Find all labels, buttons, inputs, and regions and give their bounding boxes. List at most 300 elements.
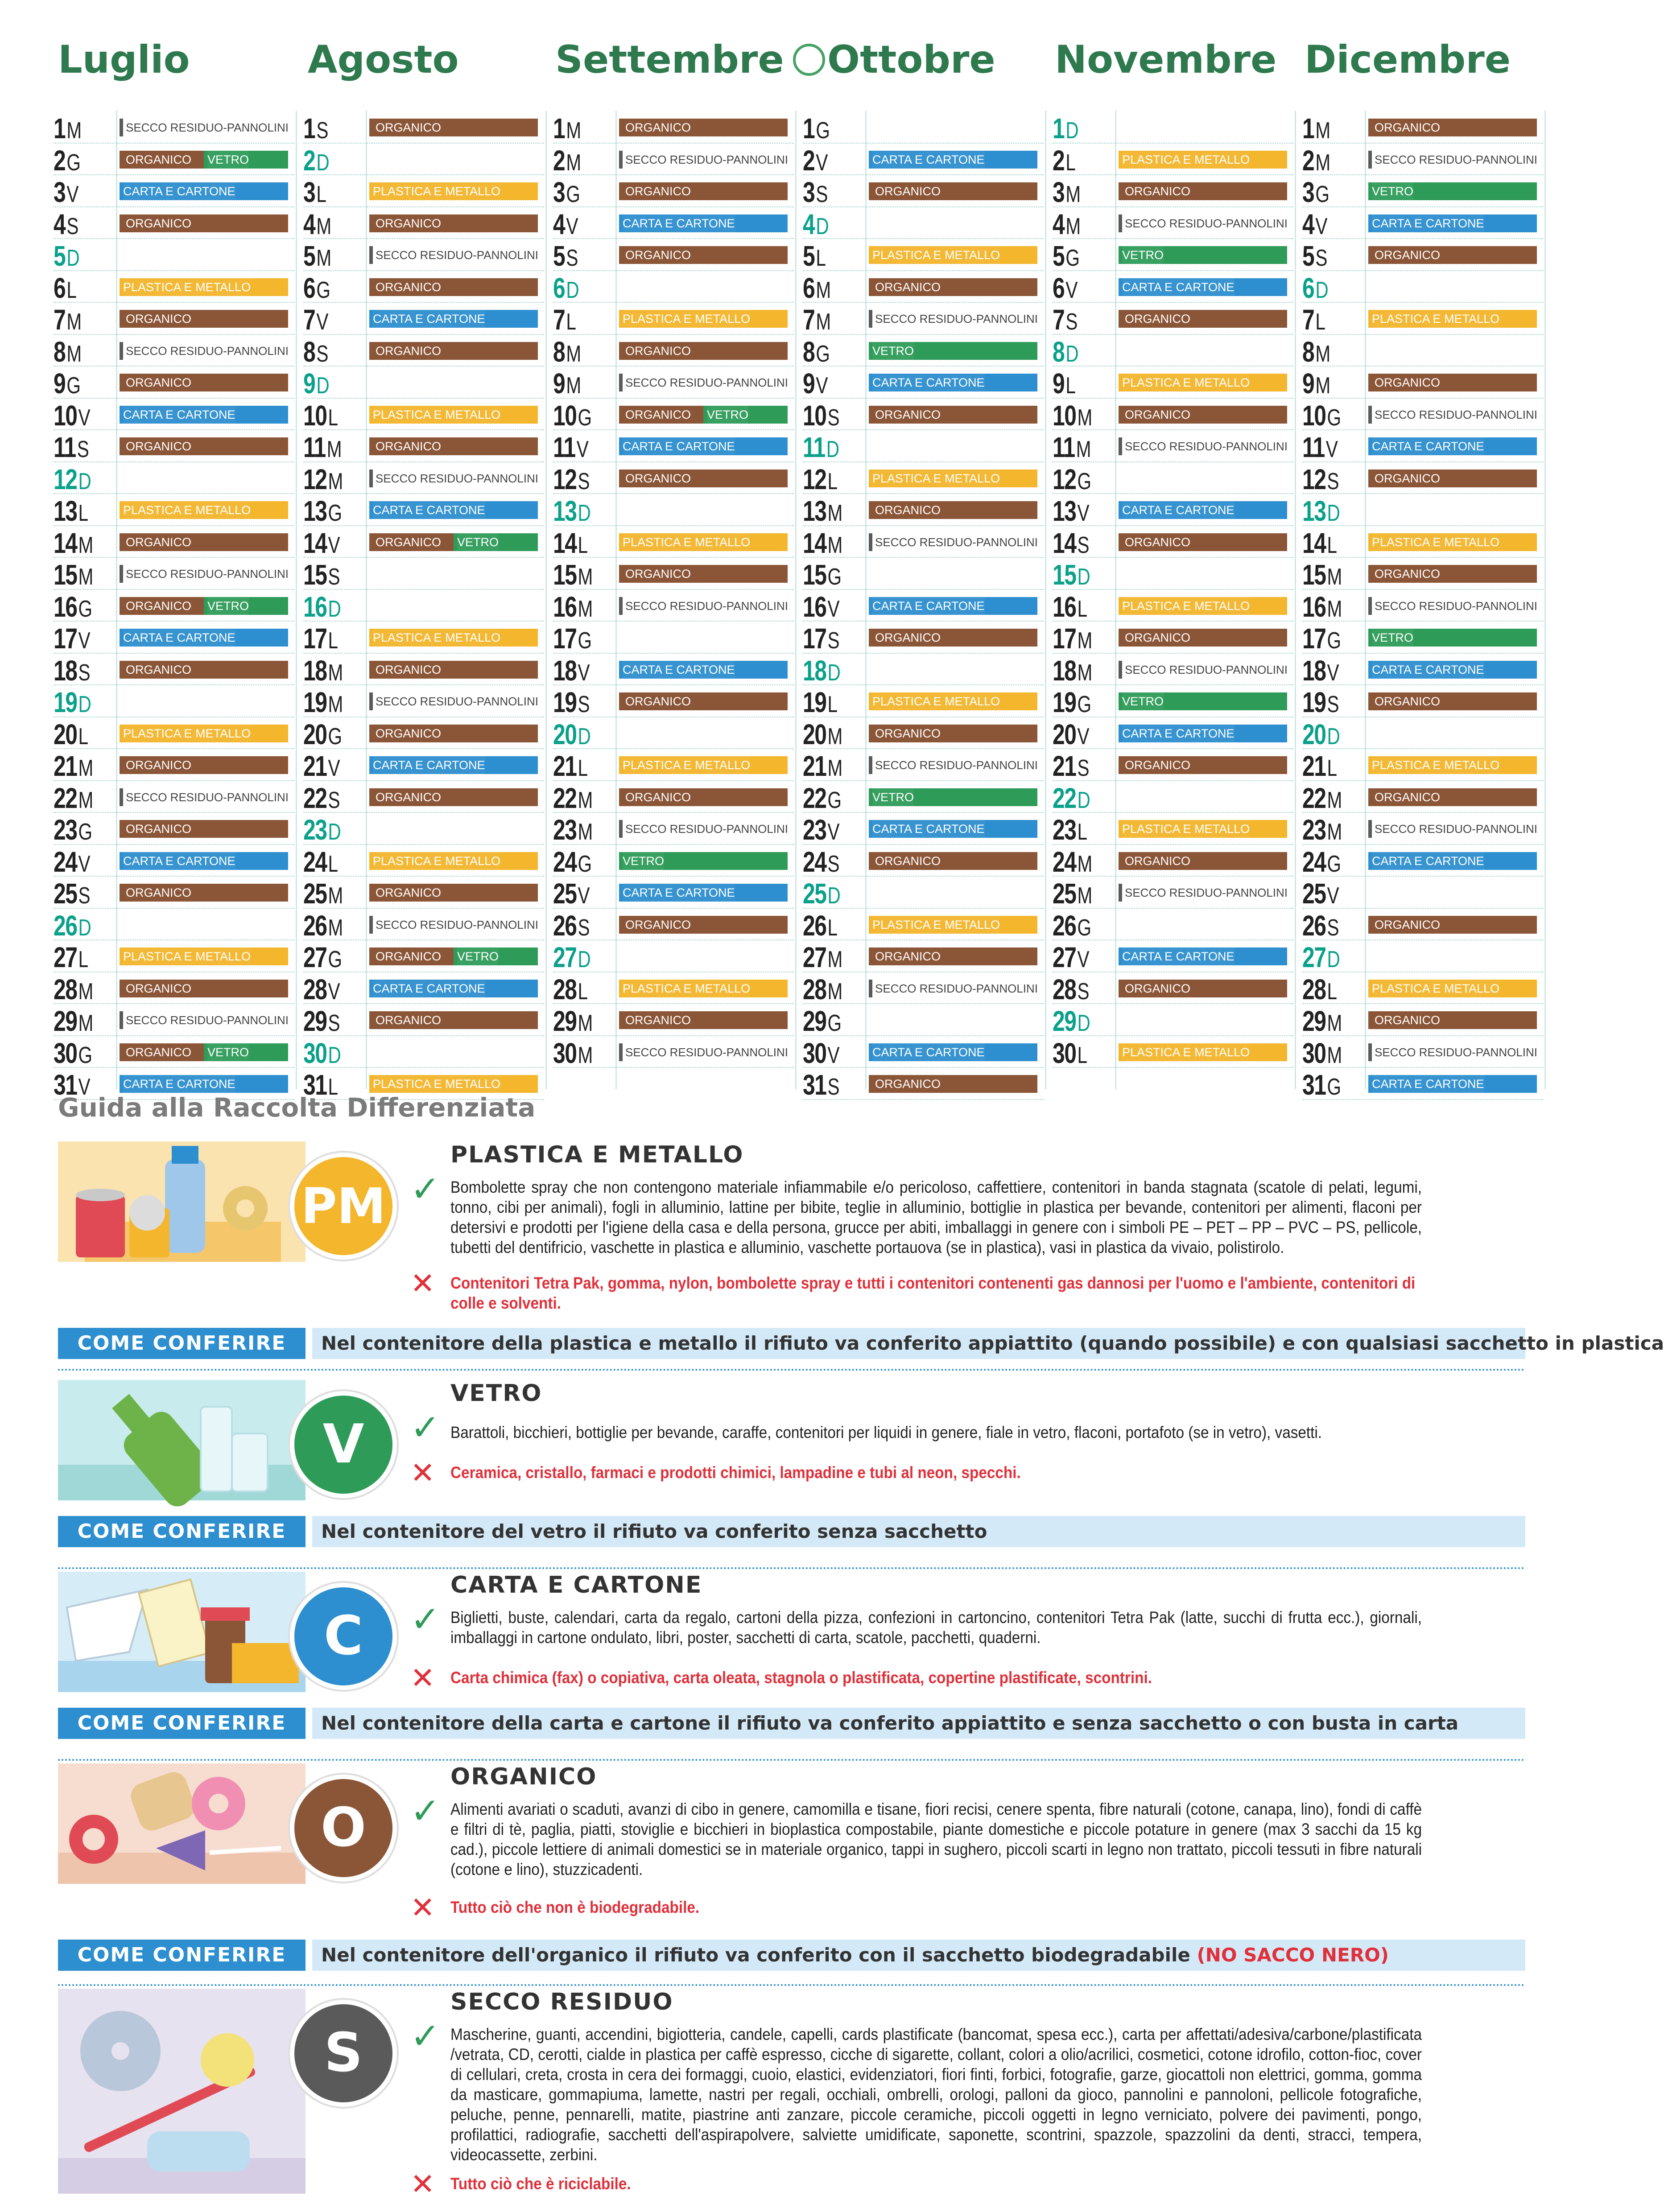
collection-carta-e-cartone [1119, 501, 1287, 519]
month-title-ottobre: Ottobre [827, 37, 995, 82]
day-date: 13 [553, 495, 577, 527]
collection-label: ORGANICO [625, 121, 691, 134]
day-date: 18 [1053, 654, 1076, 687]
day-date: 2 [54, 144, 66, 177]
weekday-letter: D [1065, 341, 1078, 367]
collection-label: PLASTICA E METALLO [1122, 374, 1250, 391]
collection-organico [120, 820, 288, 838]
collection-label: SECCO RESIDUO-PANNOLINI [872, 310, 1041, 328]
collection-carta-e-cartone [120, 852, 288, 870]
collection-organico [619, 788, 788, 806]
day-row [1302, 271, 1543, 303]
collection-plastica-e-metallo [1119, 820, 1287, 838]
day-row [303, 430, 544, 462]
day-row [803, 877, 1044, 909]
day-number [803, 688, 851, 719]
day-number [303, 975, 352, 1006]
collection-secco-residuo-pannolini [619, 151, 791, 169]
weekday-letter: V [576, 437, 588, 462]
day-number [54, 943, 102, 974]
weekday-letter: L [316, 181, 326, 207]
day-date: 14 [1302, 527, 1326, 559]
come-conferire-label: COME CONFERIRE [58, 1708, 306, 1739]
weekday-letter: S [1065, 309, 1077, 335]
collection-plastica-e-metallo [1119, 374, 1287, 391]
day-date: 8 [54, 335, 66, 368]
day-number [553, 688, 602, 719]
come-conferire-row [58, 1708, 1525, 1739]
day-row [54, 717, 294, 750]
day-row [803, 1036, 1044, 1068]
collection-plastica-e-metallo [369, 852, 538, 870]
weekday-letter: M [1315, 118, 1330, 144]
collection-bars [1368, 597, 1537, 615]
day-number [1302, 560, 1351, 591]
collection-organico [120, 533, 288, 551]
weekday-letter: G [1077, 692, 1091, 717]
divider [58, 1759, 1525, 1761]
weekday-letter: M [328, 659, 343, 686]
collection-plastica-e-metallo [1119, 151, 1287, 169]
day-number [54, 465, 102, 496]
day-number [803, 529, 851, 560]
day-date: 12 [303, 463, 327, 495]
collection-label: ORGANICO [1125, 408, 1191, 421]
day-row [803, 111, 1044, 144]
day-row [803, 685, 1044, 717]
mixed-waste-icon [58, 1989, 306, 2194]
collection-label: SECCO RESIDUO-PANNOLINI [1372, 1043, 1540, 1061]
day-row [553, 845, 794, 877]
day-row [553, 399, 794, 431]
day-number [54, 305, 102, 336]
collection-plastica-e-metallo [619, 980, 788, 997]
day-row [1302, 972, 1543, 1005]
day-number [303, 1007, 352, 1038]
day-date: 17 [553, 622, 577, 655]
collection-label: PLASTICA E METALLO [373, 406, 500, 424]
day-row [1053, 622, 1293, 654]
month-title-luglio: Luglio [58, 37, 190, 82]
collection-label: ORGANICO [1375, 918, 1441, 931]
day-row [803, 335, 1044, 367]
cc-text: Nel contenitore dell'organico il rifiuto va conferito con il sacchetto biodegradabile [321, 1944, 1197, 1966]
day-date: 15 [303, 559, 327, 591]
section-title: ORGANICO [450, 1763, 597, 1790]
collection-carta-e-cartone [1368, 1075, 1537, 1093]
collection-label: VETRO [1372, 182, 1413, 200]
weekday-letter: S [827, 404, 839, 431]
collection-bars [869, 980, 1037, 997]
collection-secco-residuo-pannolini [1368, 151, 1540, 169]
day-number [1053, 433, 1101, 464]
day-date: 7 [1302, 304, 1314, 336]
weekday-letter: L [578, 532, 587, 558]
day-number [1302, 879, 1351, 910]
collection-carta-e-cartone [369, 501, 538, 519]
day-number [803, 401, 851, 432]
day-number [303, 305, 352, 336]
collection-vetro [1119, 692, 1287, 710]
collection-bars [369, 278, 538, 296]
collection-bars [120, 214, 288, 232]
collection-label: ORGANICO [625, 471, 691, 485]
day-row [303, 654, 544, 686]
weekday-letter: V [827, 819, 839, 845]
collection-label: ORGANICO [875, 185, 941, 198]
day-date: 26 [1053, 909, 1076, 942]
day-row [303, 271, 544, 303]
day-row [303, 813, 544, 845]
collection-bars [1119, 852, 1287, 870]
collection-organico [869, 1075, 1037, 1093]
day-number [553, 335, 602, 368]
day-number [553, 816, 602, 846]
day-row [303, 909, 544, 941]
day-date: 30 [54, 1037, 77, 1069]
day-number [303, 720, 352, 751]
collection-bars [619, 406, 788, 424]
collection-label: VETRO [207, 151, 249, 169]
day-date: 1 [553, 112, 565, 144]
weekday-letter: G [1327, 851, 1341, 877]
day-date: 2 [553, 144, 565, 177]
collection-bars [369, 1011, 538, 1029]
allowed-items: Alimenti avariati o scaduti, avanzi di cibo in genere, camomilla e tisane, fiori recisi, cenere spenta, fibre naturali (cotone, canapa, lino), fondi di caffè e filtri di tè, paglia, piatti, stoviglie e bicchieri in bioplastica compostabile, piante domestiche e piccole potature in genere (max 3 sacchi da 15 kg cad.), piccole lettiere di animali domestici se in materiale organico, tappi in sughero, piccoli scarti in legno non trattato, piccoli tessuti in fibre naturali (cotone e lino), stuzzicadenti. [450, 1800, 1422, 1878]
collection-label: ORGANICO [875, 1077, 941, 1091]
collection-bars [1368, 533, 1537, 551]
collection-label: PLASTICA E METALLO [1372, 310, 1499, 328]
weekday-letter: S [578, 914, 590, 941]
collection-label: VETRO [457, 947, 499, 965]
collection-label: PLASTICA E METALLO [623, 980, 750, 997]
day-date: 29 [803, 1005, 826, 1037]
weekday-letter: V [816, 373, 827, 399]
collection-label: ORGANICO [1125, 312, 1191, 325]
collection-vetro [619, 852, 788, 870]
collection-label: PLASTICA E METALLO [1122, 820, 1250, 838]
day-number [553, 497, 602, 527]
collection-bars [1368, 980, 1537, 997]
collection-label: VETRO [872, 342, 914, 360]
day-date: 31 [803, 1069, 826, 1101]
collection-label: ORGANICO [625, 567, 691, 581]
weekday-letter: M [66, 341, 81, 367]
collection-bars [1368, 629, 1537, 647]
collection-bars [369, 788, 538, 806]
collection-carta-e-cartone [120, 182, 288, 200]
collection-plastica-e-metallo [1368, 310, 1537, 328]
day-date: 23 [1302, 814, 1326, 846]
collection-carta-e-cartone [1368, 852, 1537, 870]
day-row [553, 685, 794, 717]
day-date: 16 [1053, 590, 1076, 623]
collection-organico [120, 597, 204, 615]
day-date: 14 [553, 527, 577, 559]
collection-carta-e-cartone [869, 151, 1037, 169]
day-number [803, 624, 851, 655]
weekday-letter: S [1315, 245, 1327, 271]
weekday-letter: M [1065, 213, 1080, 239]
weekday-letter: L [566, 309, 576, 335]
collection-bars [120, 1011, 288, 1029]
day-row [1302, 717, 1543, 750]
weekday-letter: S [578, 692, 590, 717]
day-row [1053, 717, 1293, 750]
day-number [1053, 845, 1101, 878]
collection-secco-residuo-pannolini [1368, 406, 1540, 424]
collection-bars [1368, 182, 1537, 200]
collection-label: ORGANICO [875, 280, 941, 294]
weekday-letter: L [1327, 978, 1337, 1005]
badge-v: V [290, 1391, 397, 1498]
weekday-letter: D [1327, 723, 1340, 750]
section-vetro [58, 1380, 1525, 1572]
day-date: 24 [553, 845, 577, 878]
day-row [1053, 494, 1293, 526]
day-row [553, 367, 794, 399]
divider [58, 1567, 1525, 1569]
day-date: 10 [553, 399, 577, 432]
day-number [303, 274, 352, 305]
collection-bars [369, 437, 538, 455]
day-number [303, 624, 352, 655]
weekday-letter: V [827, 596, 839, 622]
day-row [303, 399, 544, 431]
day-number [1053, 688, 1101, 719]
collection-label: ORGANICO [126, 216, 192, 230]
collection-bars [1119, 820, 1287, 838]
day-date: 19 [553, 686, 577, 718]
collection-label: ORGANICO [1125, 535, 1191, 549]
badge-pm: PM [290, 1153, 397, 1260]
collection-plastica-e-metallo [369, 1075, 538, 1093]
collection-label: ORGANICO [126, 1045, 192, 1059]
collection-bars [1368, 565, 1537, 583]
day-date: 24 [303, 845, 327, 878]
weekday-letter: G [566, 181, 580, 207]
collection-bars [369, 470, 538, 487]
day-row [303, 685, 544, 717]
day-number [803, 560, 851, 591]
collection-label: ORGANICO [875, 950, 941, 963]
collection-bars [869, 182, 1037, 200]
day-row [1053, 781, 1293, 813]
day-row [1053, 175, 1293, 207]
day-date: 8 [1053, 335, 1065, 368]
day-number [1302, 1007, 1351, 1038]
weekday-letter: G [1077, 468, 1091, 494]
weekday-letter: L [827, 914, 837, 941]
collection-secco-residuo-pannolini [1368, 820, 1540, 838]
day-date: 21 [54, 750, 77, 782]
day-row [1302, 1068, 1543, 1100]
weekday-letter: L [578, 978, 587, 1005]
day-date: 3 [553, 176, 565, 208]
collection-bars [369, 884, 538, 902]
day-date: 22 [303, 782, 327, 814]
day-date: 7 [303, 304, 315, 336]
check-icon: ✓ [410, 1599, 441, 1639]
day-number [1053, 242, 1101, 272]
day-row [54, 590, 294, 622]
collection-label: ORGANICO [1375, 695, 1441, 708]
day-number [54, 335, 102, 368]
weekday-letter: G [78, 819, 92, 845]
month-title-settembre: Settembre [555, 37, 825, 82]
weekday-letter: M [566, 341, 581, 367]
collection-label: CARTA E CARTONE [623, 214, 735, 232]
day-date: 5 [54, 240, 66, 272]
collection-bars [619, 1043, 788, 1061]
day-row [553, 144, 794, 176]
come-conferire-row [58, 1328, 1664, 1359]
collection-label: ORGANICO [625, 1013, 691, 1027]
day-date: 18 [54, 654, 77, 687]
day-row [1053, 144, 1293, 176]
day-number [1053, 560, 1101, 591]
collection-vetro [454, 533, 538, 551]
section-title: SECCO RESIDUO [450, 1989, 673, 2015]
collection-bars [120, 533, 288, 551]
collection-bars [1368, 151, 1537, 169]
day-number [54, 529, 102, 560]
day-number [303, 590, 352, 623]
collection-bars [1368, 692, 1537, 710]
collection-organico [1368, 119, 1537, 136]
collection-organico [369, 947, 454, 965]
collection-carta-e-cartone [619, 437, 788, 455]
collection-bars [1119, 980, 1287, 997]
day-row [1053, 207, 1293, 239]
weekday-letter: G [328, 947, 342, 972]
month-title-dicembre: Dicembre [1305, 37, 1511, 82]
weekday-letter: M [78, 1010, 93, 1036]
collection-bars [619, 182, 788, 200]
day-number [1302, 845, 1351, 878]
collection-bars [369, 246, 538, 264]
collection-secco-residuo-pannolini [369, 692, 541, 710]
collection-secco-residuo-pannolini [120, 119, 291, 136]
collection-organico [120, 661, 288, 679]
weekday-letter: L [1065, 373, 1075, 399]
day-number [803, 911, 851, 942]
day-number [1302, 816, 1351, 846]
cc-text: Nel contenitore della carta e cartone il rifiuto va conferito appiattito e senza sacchetto o con busta in carta [321, 1712, 1459, 1734]
day-number [1302, 114, 1351, 145]
day-date: 30 [1302, 1037, 1326, 1069]
weekday-letter: L [78, 500, 88, 526]
collection-carta-e-cartone [369, 756, 538, 774]
collection-label: PLASTICA E METALLO [872, 692, 1000, 710]
day-row [1053, 558, 1293, 590]
day-date: 19 [303, 686, 327, 718]
day-number [803, 433, 851, 464]
collection-label: PLASTICA E METALLO [1122, 1043, 1250, 1061]
collection-bars [120, 947, 288, 965]
day-number [803, 816, 851, 846]
day-row [54, 877, 294, 909]
day-row [1053, 845, 1293, 877]
day-row [1053, 654, 1293, 686]
day-row [303, 749, 544, 781]
weekday-letter: D [78, 692, 91, 717]
day-date: 6 [553, 272, 565, 304]
day-number [553, 845, 602, 878]
collection-label: CARTA E CARTONE [1122, 278, 1235, 296]
come-conferire-row [58, 1940, 1525, 1971]
day-row [553, 526, 794, 558]
day-row [54, 749, 294, 781]
day-number [303, 656, 352, 687]
day-row [303, 877, 544, 909]
collection-vetro [204, 1043, 288, 1061]
day-row [1302, 1036, 1543, 1068]
day-number [303, 401, 352, 432]
collection-organico [869, 182, 1037, 200]
day-number [1302, 335, 1351, 368]
weekday-letter: S [1077, 978, 1089, 1005]
weekday-letter: S [1077, 755, 1089, 781]
day-number [553, 752, 602, 783]
allowed-items: Bombolette spray che non contengono materiale infiammabile e/o pericoloso, caffettiere, contenitori in banda stagnata (scatole di pelati, legumi, tonno, cibi per animali), fogli in alluminio, lattine per bibite, teglie in alluminio, bottiglie in plastica per bevande, contenitori per alimenti, flaconi per detersivi e prodotti per l'igiene della casa e della persona, grucce per abiti, imballaggi in genere con i simboli PE – PET – PP – PVC – PS, pellicole, tubetti del dentifricio, vaschette in plastica e alluminio, vaschette portauova (se in plastica), vasi in plastica da vivaio, polistirolo. [450, 1178, 1422, 1256]
collection-label: CARTA E CARTONE [123, 182, 235, 200]
day-row [1053, 462, 1293, 494]
collection-label: PLASTICA E METALLO [1372, 533, 1499, 551]
day-number [1053, 178, 1101, 209]
check-icon: ✓ [410, 1408, 441, 1447]
day-date: 20 [803, 718, 826, 750]
day-row [54, 909, 294, 941]
collection-label: ORGANICO [625, 918, 691, 931]
day-number [553, 624, 602, 655]
day-row [303, 1036, 544, 1068]
collection-label: PLASTICA E METALLO [1122, 597, 1250, 615]
collection-label: CARTA E CARTONE [123, 629, 235, 647]
weekday-letter: M [566, 373, 581, 399]
collection-label: ORGANICO [376, 790, 442, 804]
weekday-letter: G [578, 404, 591, 431]
day-date: 29 [1053, 1005, 1076, 1037]
day-row [553, 940, 794, 972]
day-number [54, 146, 102, 177]
collection-bars [369, 119, 538, 136]
day-row [303, 303, 544, 335]
collection-bars [1119, 947, 1287, 965]
moon-icon [793, 44, 825, 76]
collection-label: ORGANICO [126, 758, 192, 772]
day-row [1302, 335, 1543, 367]
day-row [1302, 845, 1543, 877]
day-number [553, 1039, 602, 1070]
weekday-letter: V [78, 851, 90, 877]
collection-label: SECCO RESIDUO-PANNOLINI [623, 1043, 791, 1061]
day-date: 19 [1053, 686, 1076, 718]
day-row [1053, 685, 1293, 717]
day-date: 20 [303, 718, 327, 750]
day-number [553, 975, 602, 1006]
collection-bars [869, 597, 1037, 615]
collection-bars [619, 151, 788, 169]
collection-label: CARTA E CARTONE [623, 884, 735, 902]
day-number [54, 879, 102, 910]
day-row [803, 1004, 1044, 1036]
collection-label: PLASTICA E METALLO [373, 1075, 500, 1093]
day-number [1302, 911, 1351, 942]
collection-bars [619, 246, 788, 264]
month-column-luglio [54, 111, 294, 1100]
collection-label: ORGANICO [126, 535, 192, 549]
